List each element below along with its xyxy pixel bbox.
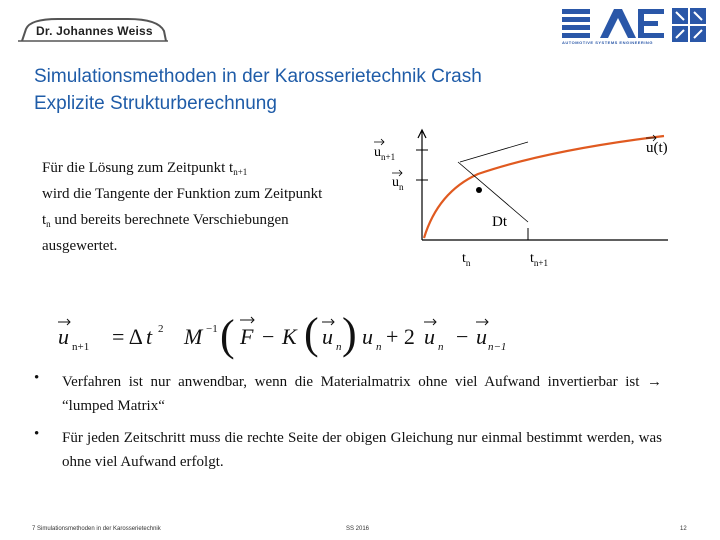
- bullet-1: Verfahren ist nur anwendbar, wenn die Materialmatrix ohne viel Aufwand invertierbar ist → “lumped Matrix“: [62, 374, 662, 414]
- svg-text:n+1: n+1: [72, 341, 90, 353]
- svg-text:u: u: [362, 324, 373, 349]
- svg-text:): ): [342, 309, 357, 358]
- body-line-2: wird die Tangente der Funktion zum Zeitpunkt: [42, 186, 323, 202]
- svg-text:−1: −1: [206, 323, 218, 335]
- svg-text:n: n: [438, 341, 444, 353]
- label-t-n: $t_n$: [462, 251, 471, 268]
- svg-text:n: n: [336, 341, 342, 353]
- svg-text:−: −: [456, 324, 469, 349]
- svg-text:u: u: [424, 324, 435, 349]
- svg-text:K: K: [282, 324, 297, 349]
- svg-text:u: u: [322, 324, 333, 349]
- svg-text:= Δ: = Δ: [112, 324, 143, 349]
- svg-text:2: 2: [158, 323, 164, 335]
- svg-text:−: −: [262, 324, 275, 349]
- footer-course: 7 Simulationsmethoden in der Karosserietechnik: [32, 526, 161, 532]
- tangent-line-ext: [460, 142, 528, 162]
- slide-subtitle: Explizite Strukturberechnung: [34, 93, 277, 114]
- body-line-4: ausgewertet.: [42, 238, 118, 254]
- svg-text:M: M: [184, 324, 203, 349]
- body-line-1: Für die Lösung zum Zeitpunkt $t_{n+1}$: [42, 160, 248, 177]
- slide-title: Simulationsmethoden in der Karosserietechnik Crash: [34, 66, 482, 87]
- footer-page-number: 12: [680, 526, 687, 532]
- bullet-marker: •: [34, 370, 40, 386]
- bullet-marker: •: [34, 426, 40, 442]
- svg-text:+ 2: + 2: [386, 324, 415, 349]
- brand-subtitle: AUTOMOTIVE SYSTEMS ENGINEERING: [562, 40, 653, 45]
- footer-semester: SS 2016: [346, 526, 370, 532]
- label-dt: Dt: [492, 214, 507, 230]
- svg-text:n: n: [376, 341, 382, 353]
- svg-text:(: (: [304, 309, 319, 358]
- svg-text:u: u: [476, 324, 487, 349]
- author-name: Dr. Johannes Weiss: [36, 24, 153, 38]
- axes: [418, 130, 668, 240]
- label-u-n1: $u_{n+1}$: [374, 145, 396, 162]
- evaluation-point: [476, 187, 482, 193]
- label-u-n: $u_n$: [392, 175, 404, 192]
- tangent-line: [458, 162, 528, 222]
- u-function-curve: [424, 136, 664, 238]
- label-u-t: u(t): [646, 140, 668, 156]
- svg-text:(: (: [220, 311, 235, 360]
- bullet-2: Für jeden Zeitschritt muss die rechte Seite der obigen Gleichung nur einmal bestimmt werden, was ohne viel Aufwand erfolgt.: [62, 430, 662, 470]
- body-line-3: $t_n$ und bereits berechnete Verschiebungen: [42, 212, 289, 229]
- svg-text:u: u: [58, 324, 69, 349]
- tangent-diagram: [368, 122, 688, 272]
- svg-text:n−1: n−1: [488, 341, 507, 353]
- svg-text:t: t: [146, 324, 153, 349]
- label-t-n1: $t_{n+1}$: [530, 251, 548, 268]
- update-formula: [40, 302, 507, 360]
- svg-text:F: F: [240, 324, 254, 349]
